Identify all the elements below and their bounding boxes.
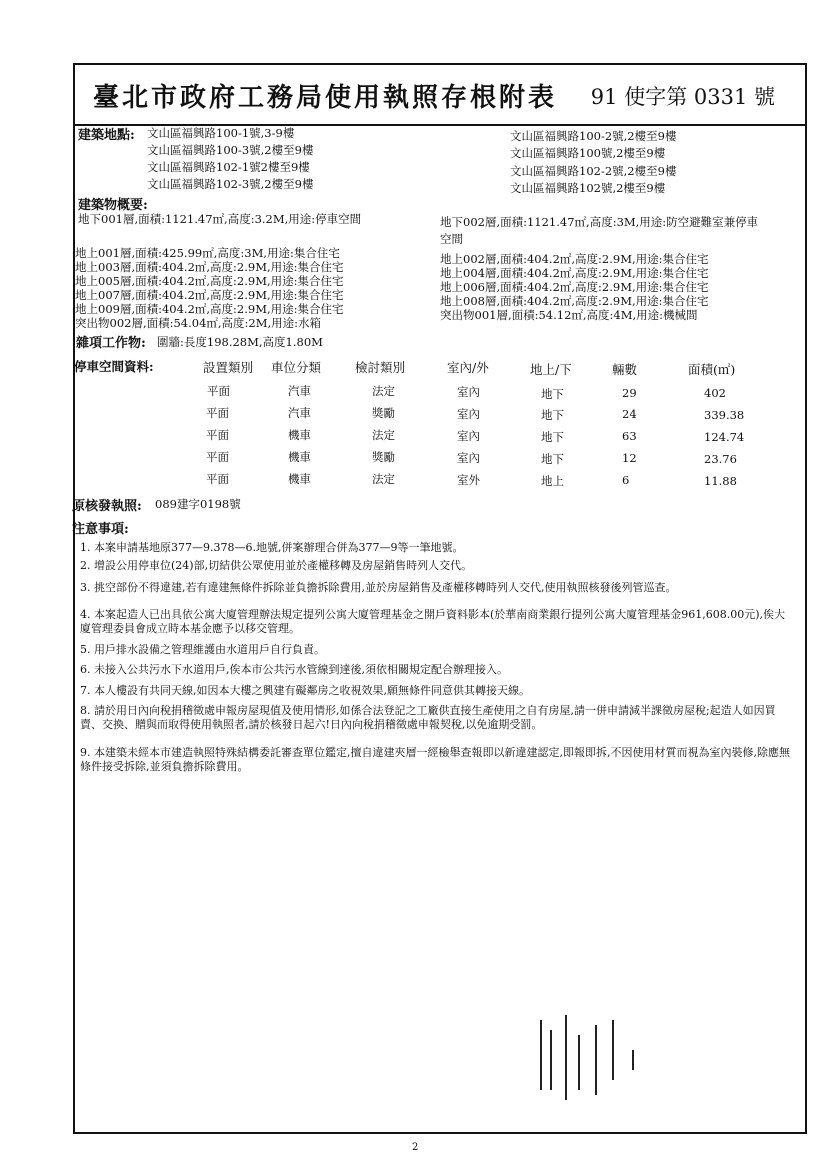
parking-cell: 汽車 (288, 406, 311, 420)
parking-cell: 地下 (541, 408, 564, 422)
parking-cell: 地下 (541, 387, 564, 401)
floor-entry: 地上006層,面積:404.2㎡,高度:2.9M,用途:集合住宅 (440, 280, 709, 294)
parking-cell: 29 (622, 386, 637, 400)
parking-cell: 獎勵 (372, 450, 395, 464)
origin-license-number: 089建字0198號 (155, 497, 241, 511)
parking-cell: 汽車 (288, 384, 311, 398)
site-address: 文山區福興路100-2號,2樓至9樓 (510, 129, 677, 143)
parking-cell: 平面 (206, 450, 229, 464)
basement-floor: 地下001層,面積:1121.47㎡,高度:3.2M,用途:停車空間 (78, 212, 362, 226)
site-address: 文山區福興路102-2號,2樓至9樓 (510, 164, 677, 178)
signature-mark (520, 1015, 640, 1105)
site-address: 文山區福興路100-1號,3-9樓 (147, 126, 295, 140)
floor-entry: 突出物002層,面積:54.04㎡,高度:2M,用途:水箱 (75, 316, 322, 330)
note-item: 4. 本案起造人已出具依公寓大廈管理辦法規定提列公寓大廈管理基金之開戶資料影本(於華南商業銀行提列公寓大廈管理基金961,608.00元),俟大廈管理委員會成立時本基金應予以移交管理。 (80, 608, 786, 635)
parking-cell: 24 (622, 407, 637, 421)
parking-col-header: 面積(㎡) (688, 362, 736, 377)
parking-cell: 平面 (206, 428, 229, 442)
parking-cell: 地上 (541, 474, 564, 488)
parking-cell: 法定 (372, 384, 395, 398)
note-item: 9. 本建築未經本市建造執照特殊結構委託審查單位鑑定,擅自違建夾層一經檢舉查報即以新違建認定,即報即拆,不因使用材質而視為室內裝修,除應無條件接受拆除,並須負擔拆除費用。 (80, 746, 790, 773)
permit-number: 91 使字第 0331 號 (590, 85, 775, 109)
site-address: 文山區福興路100號,2樓至9樓 (510, 146, 666, 160)
basement-floor: 地下002層,面積:1121.47㎡,高度:3M,用途:防空避難室兼停車 (440, 215, 759, 229)
parking-cell: 平面 (206, 406, 229, 420)
note-item: 2. 增設公用停車位(24)部,切結供公眾使用並於產權移轉及房屋銷售時列人交代。 (80, 559, 473, 572)
site-address: 文山區福興路102號,2樓至9樓 (510, 181, 666, 195)
note-item: 3. 挑空部份不得違建,若有違建無條件拆除並負擔拆除費用,並於房屋銷售及產權移轉時列人交代,使用執照核發後列管巡查。 (80, 581, 677, 594)
floor-entry: 地上002層,面積:404.2㎡,高度:2.9M,用途:集合住宅 (440, 252, 709, 266)
parking-cell: 339.38 (704, 408, 745, 422)
parking-col-header: 檢討類別 (355, 360, 406, 375)
parking-cell: 機車 (288, 428, 311, 442)
note-item: 7. 本人樓設有共同天線,如因本大樓之興建有礙鄰房之收視效果,願無條件同意供其轉接天線。 (80, 684, 530, 697)
parking-col-header: 地上/下 (530, 362, 572, 377)
page-number: 2 (412, 1142, 419, 1153)
parking-cell: 124.74 (704, 430, 745, 444)
document-title: 臺北市政府工務局使用執照存根附表 (93, 83, 558, 113)
parking-col-header: 室內/外 (447, 360, 489, 375)
note-item: 5. 用戶排水設備之管理維護由水道用戶自行負責。 (80, 643, 325, 656)
parking-cell: 室內 (457, 407, 480, 421)
parking-cell: 11.88 (704, 474, 737, 488)
floor-entry: 地上009層,面積:404.2㎡,高度:2.9M,用途:集合住宅 (75, 302, 344, 316)
parking-cell: 法定 (372, 428, 395, 442)
parking-cell: 地下 (541, 430, 564, 444)
title-bar (75, 65, 805, 126)
basement-floor: 空間 (440, 232, 463, 246)
parking-cell: 平面 (206, 472, 229, 486)
parking-label: 停車空間資料: (74, 359, 154, 374)
parking-cell: 63 (622, 429, 637, 443)
parking-col-header: 車位分類 (271, 360, 322, 375)
parking-cell: 獎勵 (372, 406, 395, 420)
building-label: 建築物概要: (78, 198, 148, 213)
floor-entry: 突出物001層,面積:54.12㎡,高度:4M,用途:機械間 (440, 308, 698, 322)
parking-col-header: 設置類別 (203, 360, 254, 375)
site-address: 文山區福興路102-3號,2樓至9樓 (147, 177, 314, 191)
parking-cell: 平面 (207, 384, 230, 398)
parking-cell: 機車 (288, 450, 311, 464)
site-address: 文山區福興路100-3號,2樓至9樓 (147, 143, 314, 157)
parking-col-header: 輛數 (612, 362, 638, 377)
parking-cell: 402 (704, 386, 726, 400)
misc-label: 雜項工作物: (76, 336, 146, 351)
parking-cell: 23.76 (704, 452, 737, 466)
parking-cell: 室內 (457, 451, 480, 465)
floor-entry: 地上001層,面積:425.99㎡,高度:3M,用途:集合住宅 (75, 246, 340, 260)
floor-entry: 地上003層,面積:404.2㎡,高度:2.9M,用途:集合住宅 (75, 260, 344, 274)
parking-cell: 室內 (457, 385, 480, 399)
site-address: 文山區福興路102-1號2樓至9樓 (147, 160, 310, 174)
floor-entry: 地上005層,面積:404.2㎡,高度:2.9M,用途:集合住宅 (75, 274, 344, 288)
note-item: 8. 請於用日內向稅捐稽徵處申報房屋現值及使用情形,如係合法登記之工廠供直接生產使用之自有房屋,請一併申請減半課徵房屋稅;起造人如因買賣、交換、贈與而取得使用執照者,請於核發日起六!日內向稅捐稽徵處申報契稅,以免逾期受罰。 (80, 704, 776, 731)
parking-cell: 12 (622, 451, 637, 465)
parking-cell: 法定 (372, 472, 395, 486)
origin-license-label: 原核發執照: (72, 499, 142, 514)
floor-entry: 地上007層,面積:404.2㎡,高度:2.9M,用途:集合住宅 (75, 288, 344, 302)
floor-entry: 地上004層,面積:404.2㎡,高度:2.9M,用途:集合住宅 (440, 266, 709, 280)
note-item: 1. 本案申請基地原377—9.378—6.地號,併案辦理合併為377—9等一筆地號。 (80, 541, 464, 554)
parking-cell: 地下 (541, 452, 564, 466)
notes-label: 注意事項: (72, 522, 129, 537)
floor-entry: 地上008層,面積:404.2㎡,高度:2.9M,用途:集合住宅 (440, 294, 709, 308)
parking-cell: 6 (622, 473, 630, 487)
parking-cell: 機車 (288, 472, 311, 486)
site-label: 建築地點: (78, 128, 135, 143)
parking-cell: 室內 (457, 429, 480, 443)
parking-cell: 室外 (457, 473, 480, 487)
note-item: 6. 未接入公共污水下水道用戶,俟本市公共污水管線到達後,須依相關規定配合辦理接入。 (80, 663, 508, 676)
misc-structure: 圍牆:長度198.28M,高度1.80M (157, 335, 323, 349)
